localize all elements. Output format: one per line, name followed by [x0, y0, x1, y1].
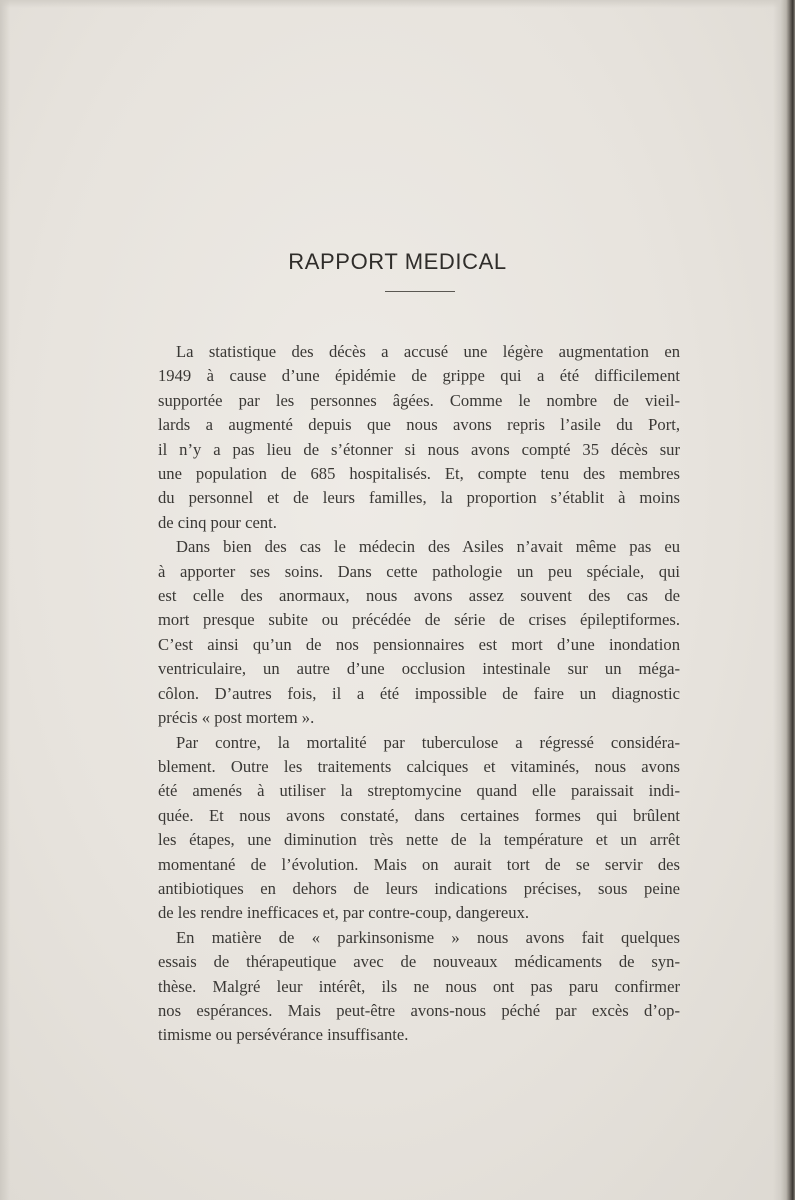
- text-line: il n’y a pas lieu de s’étonner si nous avons compté 35 décès sur: [158, 439, 680, 459]
- text-line: momentané de l’évolution. Mais on aurait tort de se servir des: [158, 854, 680, 874]
- text-line: Dans bien des cas le médecin des Asiles n’avait même pas eu: [176, 537, 680, 557]
- text-line: quée. Et nous avons constaté, dans certaines formes qui brûlent: [158, 805, 680, 825]
- text-line: blement. Outre les traitements calciques et vitaminés, nous avons: [158, 756, 680, 776]
- text-line: côlon. D’autres fois, il a été impossible de faire un diagnostic: [158, 683, 680, 703]
- text-line: à apporter ses soins. Dans cette pathologie un peu spéciale, qui: [158, 561, 680, 581]
- page-right-edge: [773, 0, 795, 1200]
- text-line: En matière de « parkinsonisme » nous avons fait quelques: [176, 927, 680, 947]
- text-line: supportée par les personnes âgées. Comme le nombre de vieil-: [158, 390, 680, 410]
- text-line: antibiotiques en dehors de leurs indications précises, sous peine: [158, 878, 680, 898]
- text-line: timisme ou persévérance insuffisante.: [158, 1025, 409, 1045]
- text-line: de les rendre inefficaces et, par contre-coup, dangereux.: [158, 903, 530, 923]
- text-line: une population de 685 hospitalisés. Et, compte tenu des membres: [158, 464, 680, 484]
- text-line: précis « post mortem ».: [158, 708, 315, 728]
- report-body: [158, 340, 680, 1048]
- title-underline-rule: [385, 291, 455, 292]
- paragraph-4: [158, 926, 680, 1048]
- text-line: C’est ainsi qu’un de nos pensionnaires est mort d’une inondation: [158, 634, 680, 654]
- page-title: RAPPORT MEDICAL: [288, 249, 507, 274]
- text-line: lards a augmenté depuis que nous avons repris l’asile du Port,: [158, 415, 680, 435]
- text-line: 1949 à cause d’une épidémie de grippe qui a été difficilement: [158, 366, 680, 386]
- text-line: été amenés à utiliser la streptomycine quand elle paraissait indi-: [158, 781, 680, 801]
- page-top-edge: [0, 0, 795, 8]
- text-line: est celle des anormaux, nous avons assez souvent des cas de: [158, 586, 680, 606]
- text-line: Par contre, la mortalité par tuberculose a régressé considéra-: [176, 732, 680, 752]
- page-left-edge: [0, 0, 10, 1200]
- paragraph-3: [158, 731, 680, 926]
- text-line: thèse. Malgré leur intérêt, ils ne nous ont pas paru confirmer: [158, 976, 680, 996]
- text-line: La statistique des décès a accusé une légère augmentation en: [176, 342, 680, 361]
- text-line: de cinq pour cent.: [158, 512, 277, 532]
- text-line: nos espérances. Mais peut-être avons-nous péché par excès d’op-: [158, 1000, 680, 1020]
- paragraph-2: [158, 535, 680, 730]
- text-line: les étapes, une diminution très nette de la température et un arrêt: [158, 830, 680, 850]
- text-line: essais de thérapeutique avec de nouveaux médicaments de syn-: [158, 952, 680, 972]
- text-line: mort presque subite ou précédée de série de crises épileptiformes.: [158, 610, 680, 630]
- text-line: ventriculaire, un autre d’une occlusion intestinale sur un méga-: [158, 659, 680, 679]
- text-line: du personnel et de leurs familles, la proportion s’établit à moins: [158, 488, 680, 508]
- paragraph-1: [158, 340, 680, 535]
